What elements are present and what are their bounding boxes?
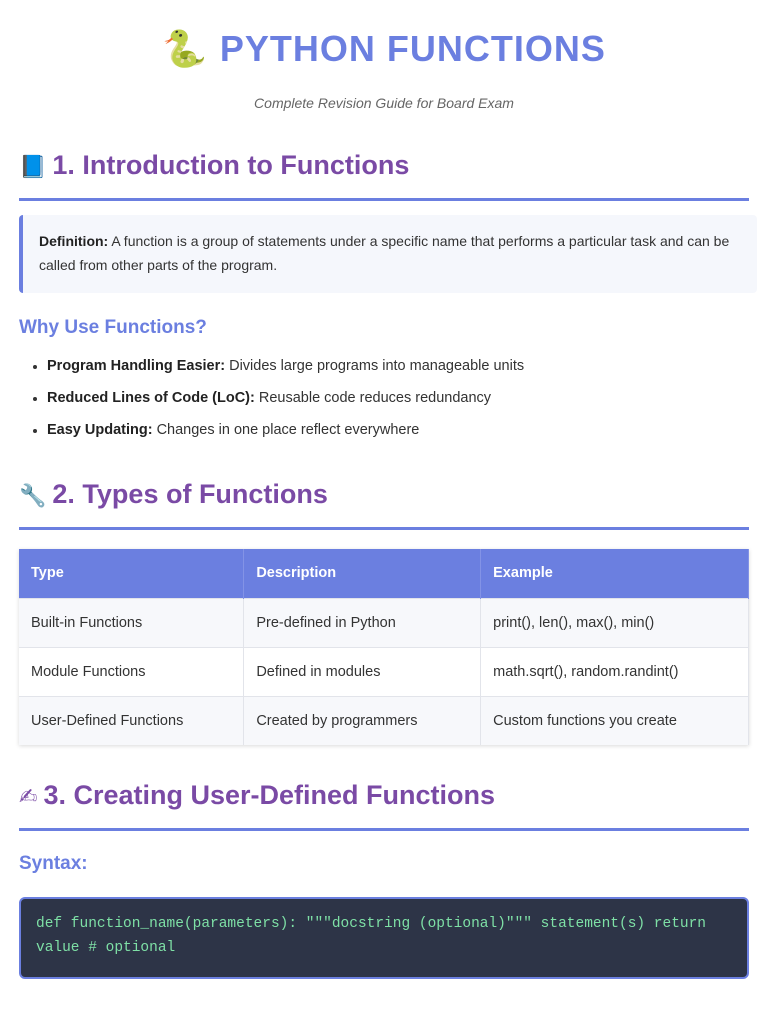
list-item-label: Reduced Lines of Code (LoC): [47, 390, 255, 406]
table-header-cell: Description [244, 549, 481, 598]
section-types [19, 477, 749, 530]
table-row [19, 647, 749, 696]
book-icon: 📘 [19, 155, 47, 180]
table-header-row [19, 549, 749, 598]
definition-text: A function is a group of statements under a specific name that performs a particular task and can be called from other parts of the program. [39, 233, 730, 273]
function-types-table [19, 549, 749, 745]
benefits-list [30, 355, 524, 451]
section-heading-types [19, 477, 749, 530]
table-cell: Module Functions [19, 647, 244, 696]
list-item-text: Reusable code reduces redundancy [258, 390, 492, 406]
table-header-cell: Type [19, 549, 244, 598]
syntax-heading: Syntax: [19, 853, 88, 874]
section-heading-creating [19, 778, 749, 831]
table-cell: User-Defined Functions [19, 696, 244, 745]
section-creating [19, 778, 749, 831]
list-item-text: Changes in one place reflect everywhere [156, 422, 420, 438]
table-cell: Built-in Functions [19, 598, 244, 647]
why-use-functions-heading: Why Use Functions? [19, 317, 207, 338]
section-heading-text: 3. Creating User-Defined Functions [43, 780, 496, 810]
table-row [19, 598, 749, 647]
writing-hand-icon: ✍ [19, 785, 38, 810]
table-cell: print(), len(), max(), min() [481, 598, 749, 647]
section-heading-text: 2. Types of Functions [52, 479, 328, 509]
table-cell: math.sqrt(), random.randint() [481, 647, 749, 696]
section-heading-text: 1. Introduction to Functions [52, 150, 410, 180]
list-item [30, 355, 524, 387]
snake-icon: 🐍 [162, 29, 208, 70]
list-item-text: Divides large programs into manageable units [229, 358, 525, 374]
table-row [19, 696, 749, 745]
table-header-cell: Example [481, 549, 749, 598]
list-item [30, 387, 524, 419]
list-item-label: Easy Updating: [47, 422, 153, 438]
table-cell: Pre-defined in Python [244, 598, 481, 647]
page-title [0, 27, 768, 71]
wrench-icon: 🔧 [19, 484, 47, 509]
section-heading-introduction [19, 148, 749, 201]
table-cell: Created by programmers [244, 696, 481, 745]
definition-box [19, 215, 757, 293]
definition-label: Definition: [39, 233, 109, 249]
table-cell: Custom functions you create [481, 696, 749, 745]
page-subtitle: Complete Revision Guide for Board Exam [254, 95, 514, 111]
section-introduction [19, 148, 749, 201]
table-cell: Defined in modules [244, 647, 481, 696]
list-item [30, 419, 524, 451]
page-title-text: PYTHON FUNCTIONS [219, 28, 606, 69]
list-item-label: Program Handling Easier: [47, 358, 226, 374]
code-block: def function_name(parameters): """docstring (optional)""" statement(s) return value # optional [19, 897, 749, 979]
